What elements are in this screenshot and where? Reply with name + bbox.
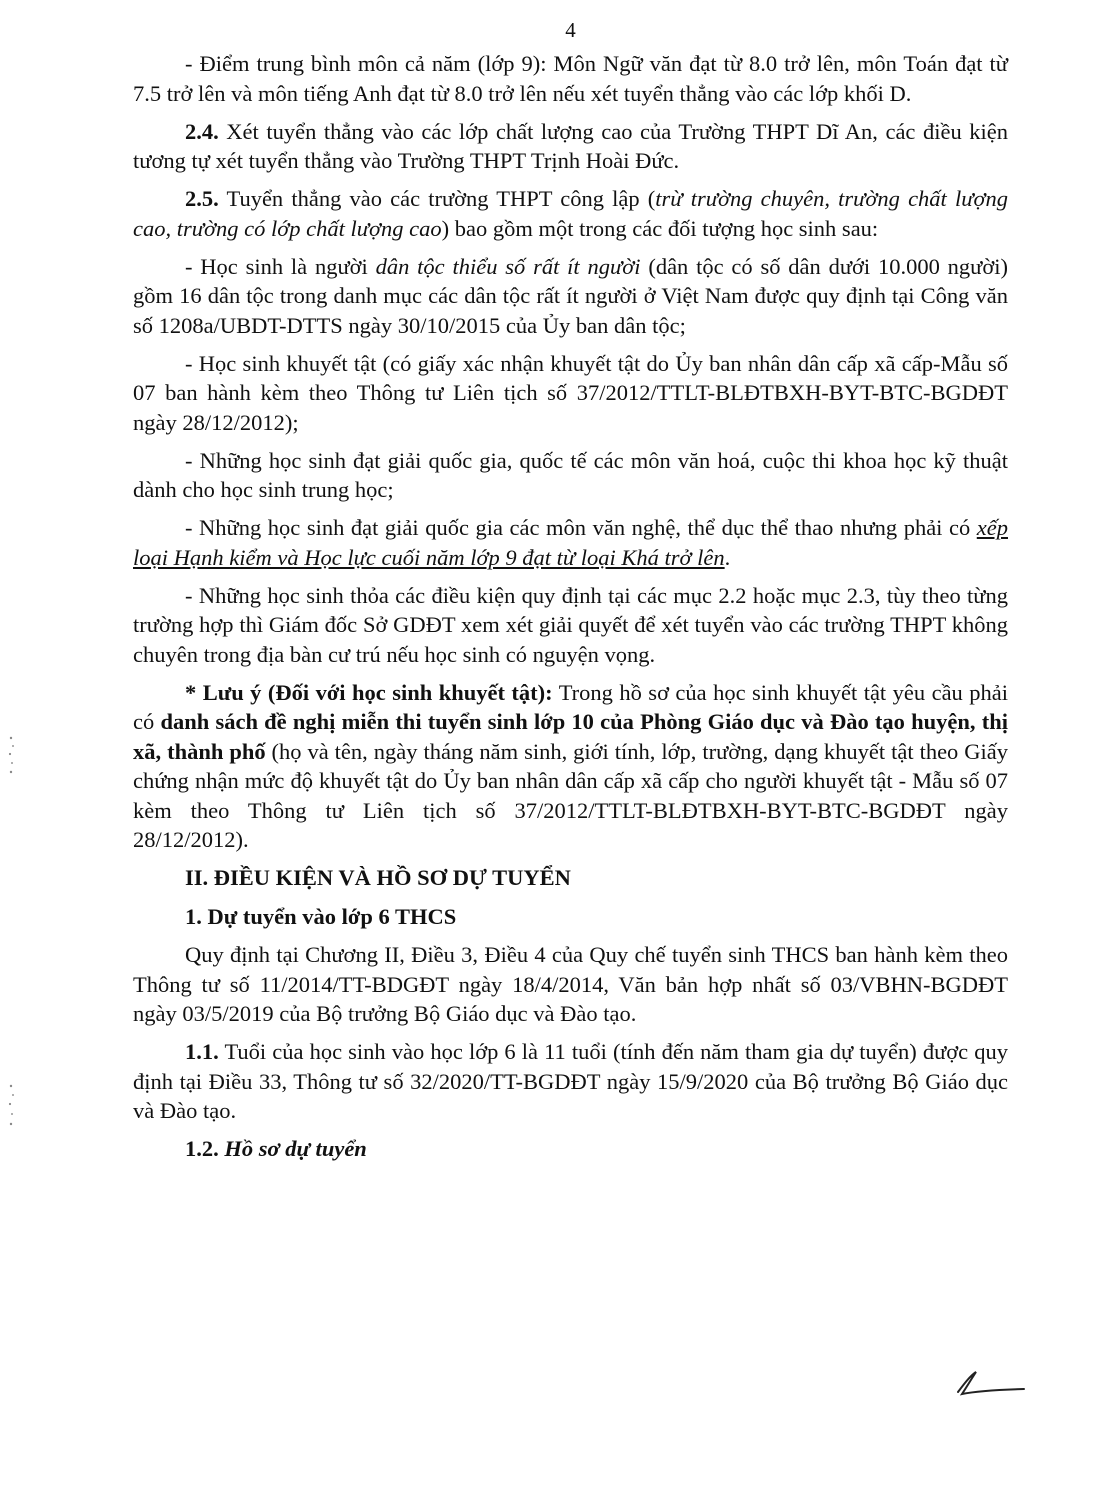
paragraph-conditions-2-2-2-3: - Những học sinh thỏa các điều kiện quy định tại các mục 2.2 hoặc mục 2.3, tùy theo từng trường hợp thì Giám đốc Sở GDĐT xem xét giải quyết để xét tuyển vào các trường THPT không chuyên trong địa bàn cư trú nếu học sinh có nguyện vọng. bbox=[133, 582, 1008, 667]
scan-edge-marks bbox=[4, 730, 18, 790]
document-page bbox=[133, 18, 1008, 1172]
paragraph-text: (họ và tên, ngày tháng năm sinh, giới tính, lớp, trường, dạng khuyết tật theo Giấy chứng nhận mức độ khuyết tật do Ủy ban nhân dân cấp xã cấp cho người khuyết tật - Mẫu số 07 kèm theo Thông tư Liên tịch số 37/2012/TTLT-BLĐTBXH-BYT-BTC-BGDĐT ngày 28/12/2012). bbox=[133, 738, 1008, 852]
paragraph-text: Tuyển thẳng vào các trường THPT công lập ( bbox=[218, 186, 656, 211]
note-label: * Lưu ý (Đối với học sinh khuyết tật): bbox=[185, 679, 553, 705]
page-number: 4 bbox=[565, 18, 576, 42]
paragraph-note-disabled bbox=[133, 678, 1008, 855]
italic-text: dân tộc thiểu số rất ít người bbox=[375, 253, 641, 279]
paragraph-regulation: Quy định tại Chương II, Điều 3, Điều 4 của Quy chế tuyển sinh THCS ban hành kèm theo Thông tư số 11/2014/TT-BDGĐT ngày 18/4/2014, Văn bản hợp nhất số 03/VBHN-BGDĐT ngày 03/5/2019 của Bộ trưởng Bộ Giáo dục và Đào tạo. bbox=[133, 942, 1008, 1026]
bold-text: danh sách đề nghị miễn thi tuyển sinh lớp 10 của Phòng Giáo dục và Đào tạo huyện, thị xã, thành phố bbox=[133, 709, 1008, 764]
section-number: 2.4. bbox=[185, 118, 219, 144]
paragraph-2-4 bbox=[133, 117, 1008, 176]
section-heading-ii: II. ĐIỀU KIỆN VÀ HỒ SƠ DỰ TUYỂN bbox=[185, 865, 571, 890]
underlined-italic-text: xếp loại Hạnh kiểm và Học lực cuối năm lớp 9 đạt từ loại Khá trở lên bbox=[133, 515, 1008, 570]
italic-text: trừ trường chuyên, trường chất lượng cao, trường có lớp chất lượng cao bbox=[133, 186, 1008, 241]
paragraph-disabled-students: - Học sinh khuyết tật (có giấy xác nhận khuyết tật do Ủy ban nhân dân cấp xã cấp-Mẫu số 07 ban hành kèm theo Thông tư Liên tịch số 37/2012/TTLT-BLĐTBXH-BYT-BTC-BGDĐT ngày 28/12/2012); bbox=[133, 350, 1008, 435]
bold-italic-text: Hồ sơ dự tuyển bbox=[218, 1136, 367, 1161]
paragraph-1-2 bbox=[133, 1134, 1008, 1164]
paragraph-text: (dân tộc có số dân dưới 10.000 người) gồm 16 dân tộc trong danh mục các dân tộc rất ít người ở Việt Nam được quy định tại Công văn số 1208a/UBDT-DTTS ngày 30/10/2015 của Ủy ban dân tộc; bbox=[133, 253, 1008, 338]
initial-signature-mark bbox=[950, 1362, 1030, 1402]
section-number: 1.1. bbox=[185, 1039, 219, 1064]
paragraph-arts-sports bbox=[133, 513, 1008, 572]
paragraph-text: Tuổi của học sinh vào học lớp 6 là 11 tuổi (tính đến năm tham gia dự tuyển) được quy định tại Điều 33, Thông tư số 32/2020/TT-BGDĐT ngày 15/9/2020 của Bộ trưởng Bộ Giáo dục và Đào tạo. bbox=[133, 1039, 1008, 1123]
paragraph-text: Trong hồ sơ của học sinh khuyết tật yêu cầu phải có bbox=[133, 679, 1009, 734]
paragraph-1-1 bbox=[133, 1037, 1008, 1126]
paragraph-text: - Học sinh là người bbox=[185, 253, 376, 279]
paragraph-national-awards: - Những học sinh đạt giải quốc gia, quốc tế các môn văn hoá, cuộc thi khoa học kỹ thuật dành cho học sinh trung học; bbox=[133, 447, 1008, 502]
paragraph-text: . bbox=[724, 544, 731, 570]
paragraph-text: ) bao gồm một trong các đối tượng học sinh sau: bbox=[441, 215, 879, 241]
section-number: 1.2. bbox=[185, 1136, 219, 1161]
subsection-heading-1: 1. Dự tuyển vào lớp 6 THCS bbox=[185, 903, 457, 929]
paragraph-grade-d-criteria: - Điểm trung bình môn cả năm (lớp 9): Môn Ngữ văn đạt từ 8.0 trở lên, môn Toán đạt từ 7.5 trở lên và môn tiếng Anh đạt từ 8.0 trở lên nếu xét tuyển thẳng vào các lớp khối D. bbox=[133, 51, 1008, 106]
paragraph-text: Xét tuyển thẳng vào các lớp chất lượng cao của Trường THPT Dĩ An, các điều kiện tương tự xét tuyển thẳng vào Trường THPT Trịnh Hoài Đức. bbox=[133, 118, 1008, 173]
paragraph-2-5 bbox=[133, 184, 1008, 243]
section-number: 2.5. bbox=[185, 186, 219, 211]
scan-edge-marks bbox=[4, 1080, 18, 1140]
paragraph-ethnic-minority bbox=[133, 252, 1008, 341]
paragraph-text: - Những học sinh đạt giải quốc gia các môn văn nghệ, thể dục thể thao nhưng phải có bbox=[185, 515, 977, 540]
